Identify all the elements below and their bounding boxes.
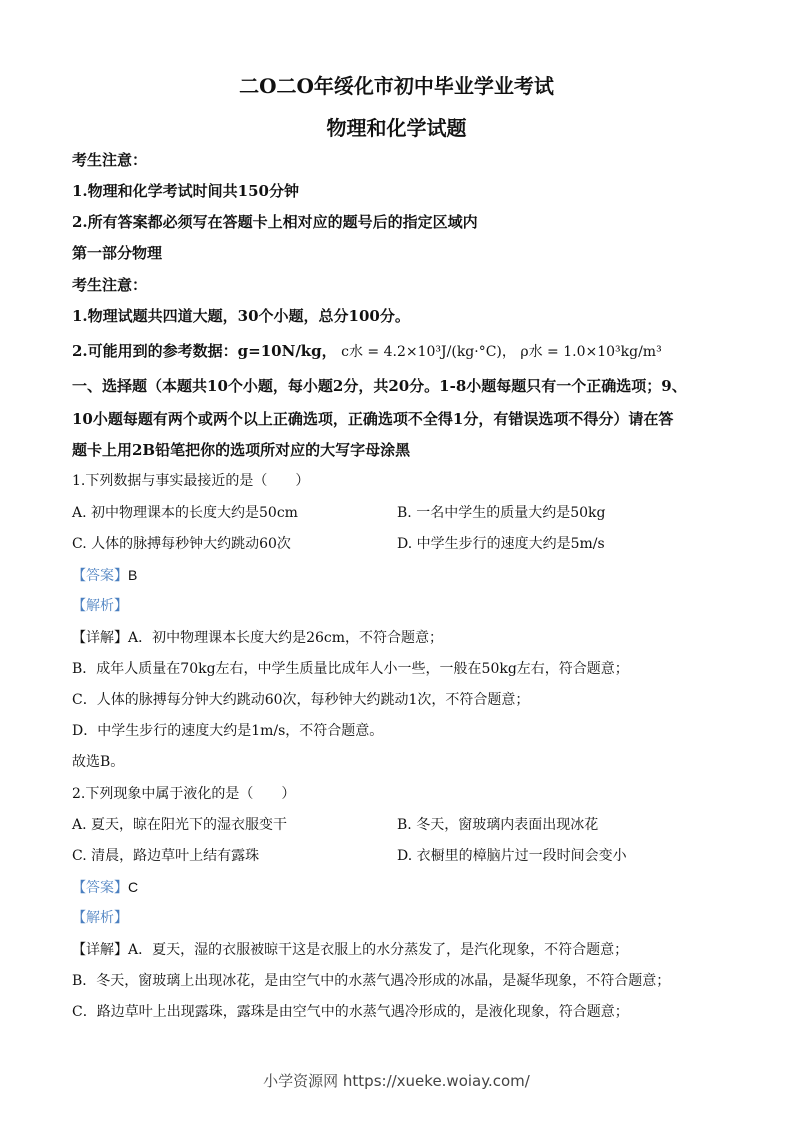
notice-item: 1.物理和化学考试时间共150分钟: [72, 182, 299, 200]
detail-line: 【详解】A．初中物理课本长度大约是26cm，不符合题意；: [72, 630, 444, 646]
reference-prefix: 2.可能用到的参考数据：: [72, 342, 238, 360]
option-b: B. 一名中学生的质量大约是50kg: [397, 505, 606, 521]
reference-data: [72, 342, 662, 361]
option-b: B. 冬天，窗玻璃内表面出现冰花: [397, 817, 599, 833]
option-a: A. 夏天，晾在阳光下的湿衣服变干: [72, 817, 288, 833]
option-d: D. 中学生步行的速度大约是5m/s: [397, 536, 605, 552]
option-c: C. 人体的脉搏每秒钟大约跳动60次: [72, 536, 291, 552]
detail-line: C．人体的脉搏每分钟大约跳动60次，每秒钟大约跳动1次，不符合题意；: [72, 692, 530, 708]
notice-heading: 考生注意：: [72, 276, 148, 294]
water-density: ρ水 = 1.0×10³kg/m³: [520, 344, 662, 360]
option-a: A. 初中物理课本的长度大约是50cm: [72, 505, 298, 521]
exam-subtitle: 物理和化学试题: [326, 116, 467, 140]
section-intro: 题卡上用2B铅笔把你的选项所对应的大写字母涂黑: [72, 441, 411, 459]
footer-watermark: 小学资源网 https://xueke.woiay.com/: [263, 1072, 530, 1090]
detail-line: D．中学生步行的速度大约是1m/s，不符合题意。: [72, 723, 384, 739]
detail-line: 故选B。: [72, 754, 125, 770]
notice-item: 1.物理试题共四道大题，30个小题，总分100分。: [72, 307, 410, 325]
answer-value: C: [128, 879, 139, 895]
option-c: C. 清晨，路边草叶上结有露珠: [72, 848, 260, 864]
notice-heading: 考生注意：: [72, 151, 148, 169]
detail-line: C．路边草叶上出现露珠，露珠是由空气中的水蒸气遇冷形成的，是液化现象，符合题意；: [72, 1004, 629, 1020]
answer-value: B: [128, 567, 138, 583]
answer-line: [72, 566, 137, 585]
answer-label: 【答案】: [72, 568, 128, 584]
detail-line: 【详解】A．夏天，湿的衣服被晾干这是衣服上的水分蒸发了，是汽化现象，不符合题意；: [72, 942, 629, 958]
question-stem: 2.下列现象中属于液化的是（ ）: [72, 786, 296, 802]
notice-item: 2.所有答案都必须写在答题卡上相对应的题号后的指定区域内: [72, 213, 478, 231]
part-title: 第一部分物理: [72, 244, 163, 262]
option-d: D. 衣橱里的樟脑片过一段时间会变小: [397, 848, 627, 864]
section-intro: 10小题每题有两个或两个以上正确选项，正确选项不全得1分，有错误选项不得分）请在答: [72, 410, 674, 428]
exam-title: 二O二O年绥化市初中毕业学业考试: [239, 74, 554, 98]
detail-line: B．冬天，窗玻璃上出现冰花，是由空气中的水蒸气遇冷形成的冰晶，是凝华现象，不符合题意；: [72, 973, 671, 989]
gravity-constant: g=10N/kg，: [237, 342, 337, 360]
analysis-label: 【解析】: [72, 910, 128, 926]
section-intro: 一、选择题（本题共10个小题，每小题2分，共20分。1-8小题每题只有一个正确选项；9、: [72, 377, 687, 395]
analysis-label: 【解析】: [72, 598, 128, 614]
answer-label: 【答案】: [72, 880, 128, 896]
detail-line: B．成年人质量在70kg左右，中学生质量比成年人小一些，一般在50kg左右，符合题意；: [72, 661, 629, 677]
question-stem: 1.下列数据与事实最接近的是（ ）: [72, 473, 310, 489]
water-specific-heat: c水 = 4.2×10³J/(kg·°C)，: [341, 344, 516, 360]
answer-line: [72, 878, 138, 897]
